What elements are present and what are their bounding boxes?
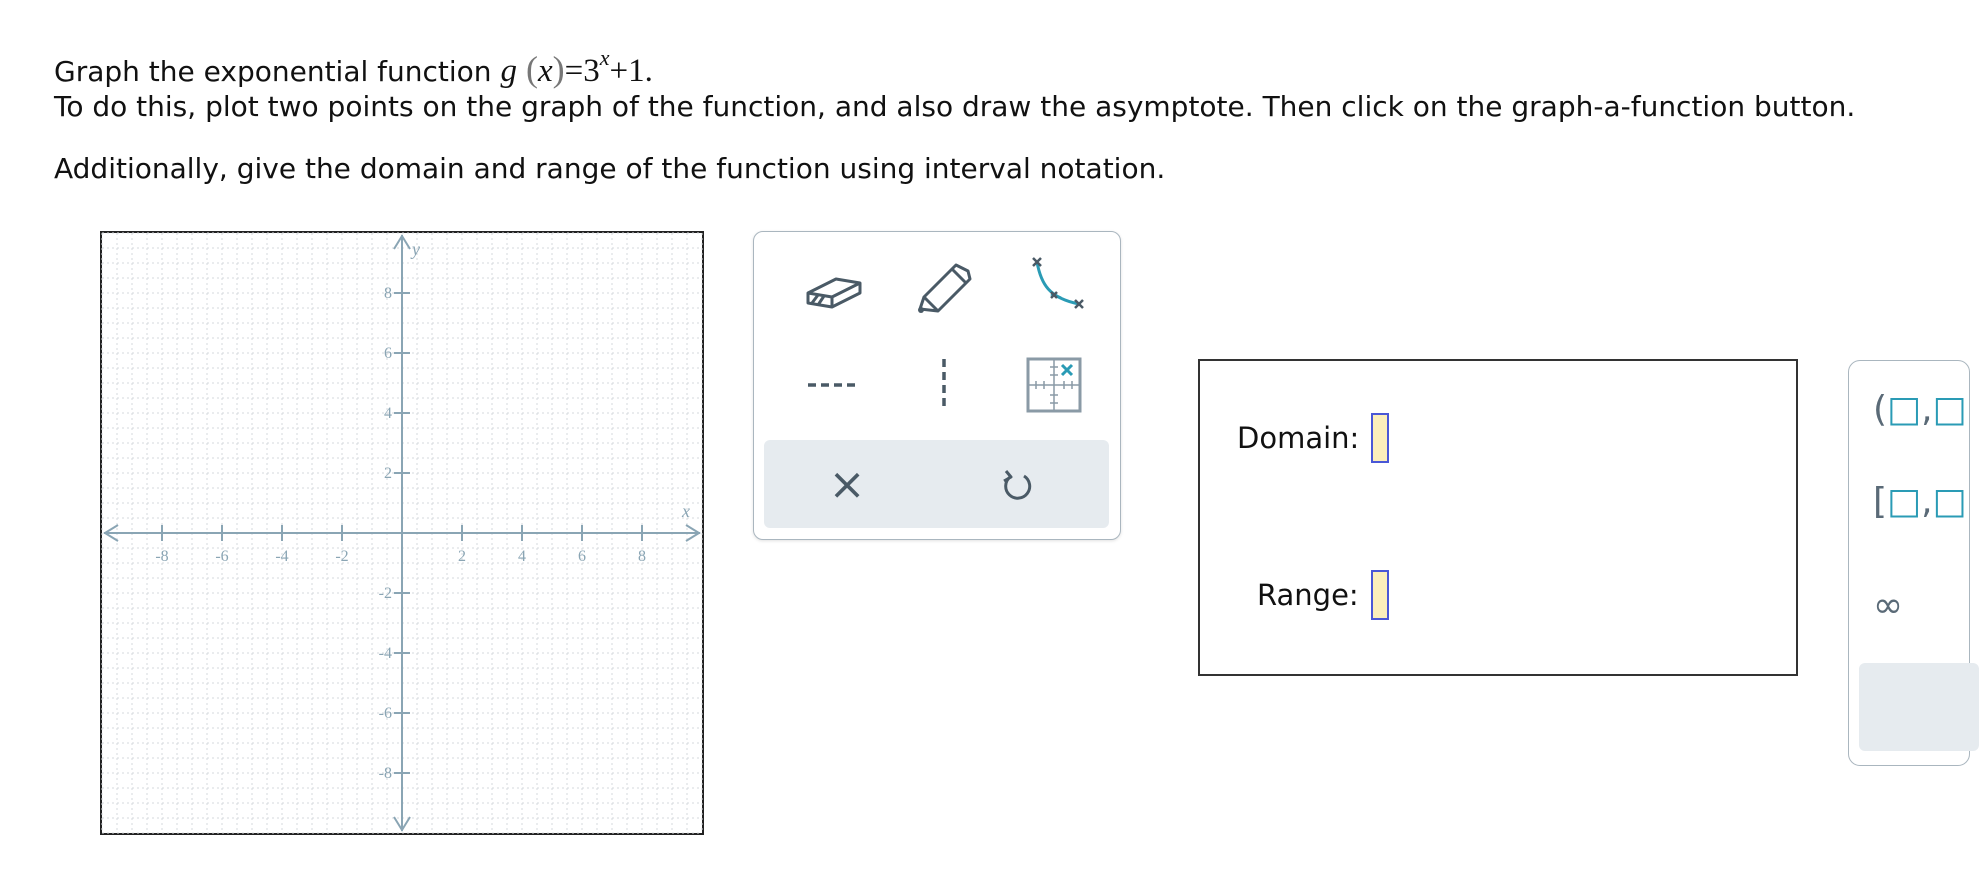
- x-tick-label: 2: [458, 548, 466, 565]
- x-tick-label: -2: [335, 548, 349, 565]
- y-tick-label: 4: [384, 405, 392, 422]
- function-base: =3: [564, 53, 600, 89]
- y-tick-label: -2: [378, 585, 392, 602]
- undo-icon: [1000, 465, 1034, 503]
- closed-interval-button[interactable]: [□,□: [1873, 481, 1967, 522]
- eraser-tool[interactable]: [794, 254, 874, 324]
- x-tick-label: -6: [215, 548, 229, 565]
- question-prefix: Graph the exponential function: [54, 55, 501, 88]
- domain-input[interactable]: [1371, 413, 1389, 463]
- question-line-3: Additionally, give the domain and range of the function using interval notation.: [54, 152, 1166, 185]
- x-tick-label: -4: [275, 548, 289, 565]
- coordinate-plane[interactable]: [100, 231, 704, 835]
- palette-action-bar: [1859, 663, 1979, 751]
- x-axis-label: x: [682, 501, 690, 521]
- range-row: [1257, 570, 1389, 620]
- function-tail: +1.: [609, 53, 653, 89]
- open-interval-button[interactable]: (□,□: [1873, 389, 1967, 430]
- range-label: Range:: [1257, 578, 1359, 612]
- x-tick-label: 4: [518, 548, 526, 565]
- horizontal-line-tool[interactable]: [794, 350, 874, 420]
- interval-palette: [1848, 360, 1970, 766]
- y-tick-label: 2: [384, 465, 392, 482]
- graph-function-icon: [1019, 254, 1089, 324]
- pencil-icon: [912, 259, 976, 319]
- x-tick-label: -8: [155, 548, 169, 565]
- graph-tools-panel: [753, 231, 1121, 540]
- function-expression: g $(x)=3^x+1$.: [500, 45, 653, 89]
- function-name: g: [500, 53, 517, 89]
- y-tick-label: -8: [378, 765, 392, 782]
- range-input[interactable]: [1371, 570, 1389, 620]
- clear-button[interactable]: [802, 444, 892, 524]
- graph-area[interactable]: [100, 231, 704, 835]
- graph-function-tool[interactable]: [1014, 254, 1094, 324]
- close-icon: ×: [828, 458, 866, 510]
- domain-row: [1237, 413, 1389, 463]
- y-tick-label: -4: [378, 645, 392, 662]
- eraser-icon: [802, 263, 866, 315]
- x-tick-label: 6: [578, 548, 586, 565]
- question-line-2: To do this, plot two points on the graph of the function, and also draw the asymptote. Then click on the graph-a-function button.: [54, 90, 1856, 123]
- grid-point-icon: [1024, 355, 1084, 415]
- domain-label: Domain:: [1237, 421, 1360, 455]
- pencil-tool[interactable]: [904, 254, 984, 324]
- question-line-1: [54, 45, 653, 90]
- y-tick-label: 8: [384, 285, 392, 302]
- infinity-button[interactable]: ∞: [1873, 585, 1903, 626]
- point-tool[interactable]: [1014, 350, 1094, 420]
- horizontal-dashed-line-icon: [804, 375, 864, 395]
- function-variable: x: [537, 53, 553, 89]
- y-tick-label: -6: [378, 705, 392, 722]
- vertical-line-tool[interactable]: [904, 350, 984, 420]
- function-exponent: x: [599, 45, 610, 70]
- x-tick-label: 8: [638, 548, 646, 565]
- domain-range-box: [1198, 359, 1798, 676]
- action-bar: [764, 440, 1109, 528]
- y-axis-label: y: [412, 239, 420, 259]
- vertical-dashed-line-icon: [934, 355, 954, 415]
- undo-button[interactable]: [972, 444, 1062, 524]
- y-tick-label: 6: [384, 345, 392, 362]
